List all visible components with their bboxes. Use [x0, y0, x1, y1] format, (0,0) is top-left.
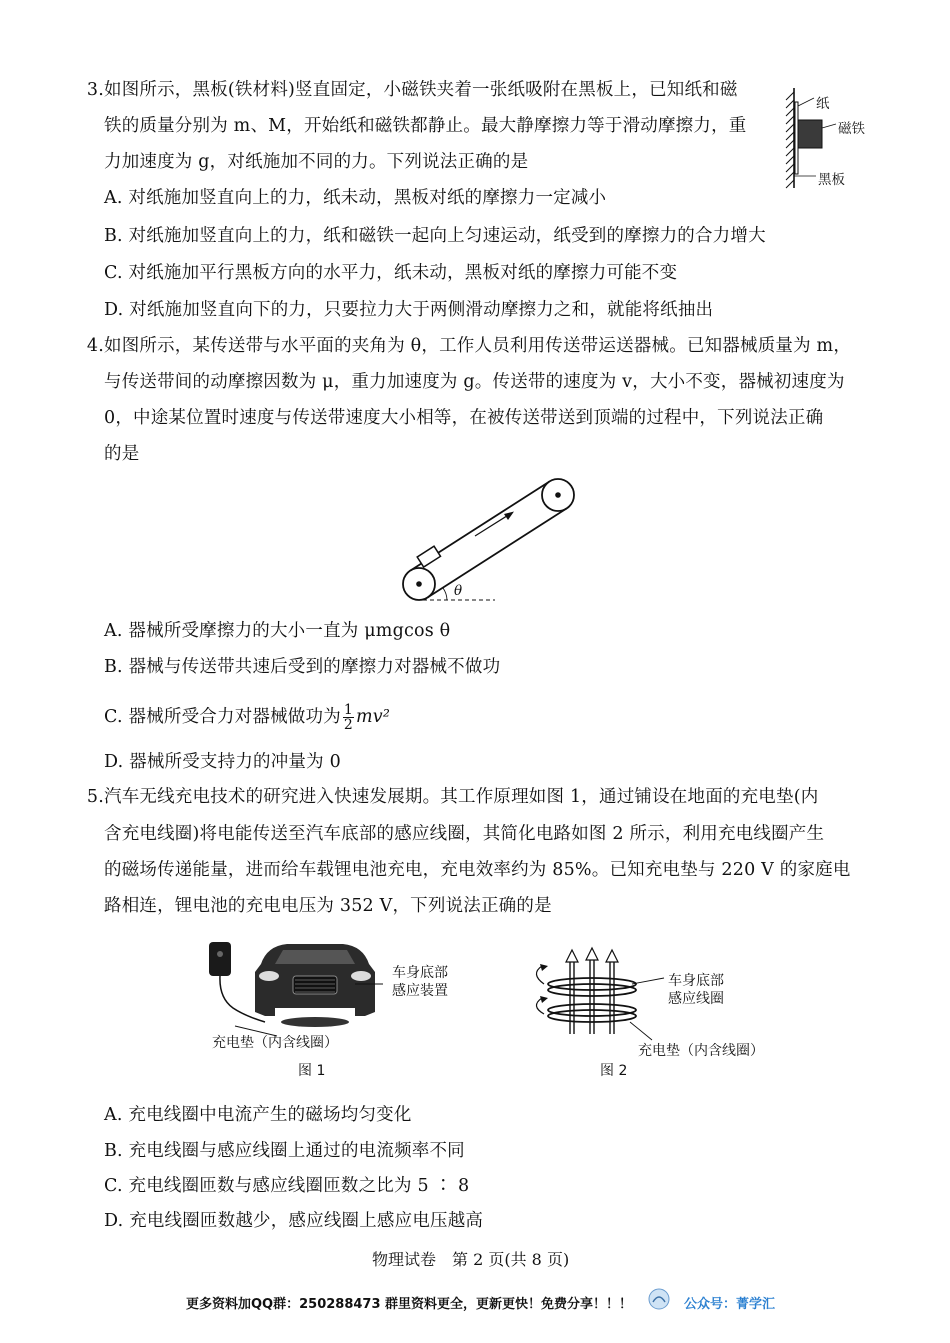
magnet-label: 磁铁: [838, 121, 865, 137]
fraction-one-half: $\frac{1}{2}$: [343, 702, 354, 733]
fig2-label-top-1: 车身底部: [668, 973, 724, 989]
page-footer: 物理试卷 第 2 页(共 8 页): [372, 1250, 570, 1269]
board-label: 黑板: [818, 172, 845, 188]
exam-page: 3. 如图所示，黑板(铁材料)竖直固定，小磁铁夹着一张纸吸附在黑板上，已知纸和磁 铁的质量分别为 m、M，开始纸和磁铁都静止。最大静摩擦力等于滑动摩擦力，重 力加速度为 g，对纸施加不同的力。下列说法正确的是 A. 对纸施加竖直向上的力，纸未动，黑板对纸的摩擦力一定减小 B. 对纸施加竖直向上的力，纸和磁铁一起向上匀速运动，纸受到的摩擦力的合力增大 C. 对纸施加平行黑板方向的水平力，纸未动，黑板对纸的摩擦力可能不变 D. 对纸施加竖直向下的力，只要拉力大于两侧滑动摩擦力之和，就能将纸抽出 纸 磁铁 黑板 4. 如图所示，某传送带与水平面的夹角为 θ，工作人员利用传送带运送器械。已知器械质量为 m， 与传送带间的动摩擦因数为 μ，重力加速度为 g。传送带的速度为 v，大小不变，器械初速度为 0，中途某位置时速度与传送带速度大小相等，在被传送带送到顶端的过程中，下列说法正确 的是 θ A. 器械所受摩擦力的大小一直为 μmgcos θ B. 器械与传送带共速后受到的摩擦力对器械不做功 C. 器械所受合力对器械做功为 $\frac{1}{2}$ mv² D. 器械所受支持力的冲量为 0 5. 汽车无线充电技术的研究进入快速发展期。其工作原理如图 1，通过铺设在地面的充电垫(内 含充电线圈)将电能传送至汽车底部的感应线圈，其简化电路如图 2 所示，利用充电线圈产生 的磁场传递能量，进而给车载锂电池充电，充电效率约为 85%。已知充电垫与 220 V 的家庭电 路相连，锂电池的充电电压为 352 V，下列说法正确的是 车身底部 感应装置 充电垫（内含线圈） 图 1 车身底部 感应线圈 充电垫（内含线圈） 图 2 A. 充电线圈中电流产生的磁场均匀变化 B. 充电线圈与感应线圈上通过的电流频率不同 C. 充电线圈匝数与感应线圈匝数之比为 5 ∶ 8 D. 充电线圈匝数越少，感应线圈上感应电压越高 物理试卷 第 2 页(共 8 页) 更多资料加QQ群：250288473 群里资料更全，更新更快！免费分享！！！ 公众号：菁学汇: [0, 0, 950, 1343]
q3-stem-line: 铁的质量分别为 m、M，开始纸和磁铁都静止。最大静摩擦力等于滑动摩擦力，重: [104, 116, 747, 136]
q5-stem-line: 汽车无线充电技术的研究进入快速发展期。其工作原理如图 1，通过铺设在地面的充电垫(内: [104, 787, 819, 807]
q5-number: 5.: [86, 787, 104, 807]
q5-fig2-coil-diagram: [522, 944, 672, 1044]
q3-stem-line: 如图所示，黑板(铁材料)竖直固定，小磁铁夹着一张纸吸附在黑板上，已知纸和磁: [104, 80, 738, 100]
fig1-caption: 图 1: [298, 1063, 326, 1079]
fig1-label-top-2: 感应装置: [392, 983, 448, 999]
q4-stem-line: 如图所示，某传送带与水平面的夹角为 θ，工作人员利用传送带运送器械。已知器械质量为 m，: [104, 336, 852, 356]
q3-number: 3.: [86, 80, 104, 100]
fig1-label-top-1: 车身底部: [392, 965, 448, 981]
wall-charger: [209, 942, 231, 976]
fig1-label-bottom: 充电垫（内含线圈）: [212, 1035, 338, 1051]
logo-icon: [647, 1287, 671, 1311]
q3-stem-line: 力加速度为 g，对纸施加不同的力。下列说法正确的是: [104, 152, 529, 172]
promo-text: 更多资料加QQ群：250288473 群里资料更全，更新更快！免费分享！！！: [186, 1297, 633, 1312]
charging-pad: [281, 1017, 349, 1027]
fig2-label-bottom: 充电垫（内含线圈）: [638, 1043, 764, 1059]
angle-theta-label: θ: [454, 583, 463, 599]
q4-conveyor-figure: [395, 476, 585, 606]
q4-number: 4.: [86, 336, 104, 356]
fig2-label-top-2: 感应线圈: [668, 991, 724, 1007]
fig2-caption: 图 2: [600, 1063, 628, 1079]
magnet-block: [798, 120, 822, 148]
wechat-account: 公众号：菁学汇: [684, 1297, 776, 1312]
q5-fig1-car-illustration: [205, 938, 385, 1038]
paper-label: 纸: [816, 96, 830, 112]
